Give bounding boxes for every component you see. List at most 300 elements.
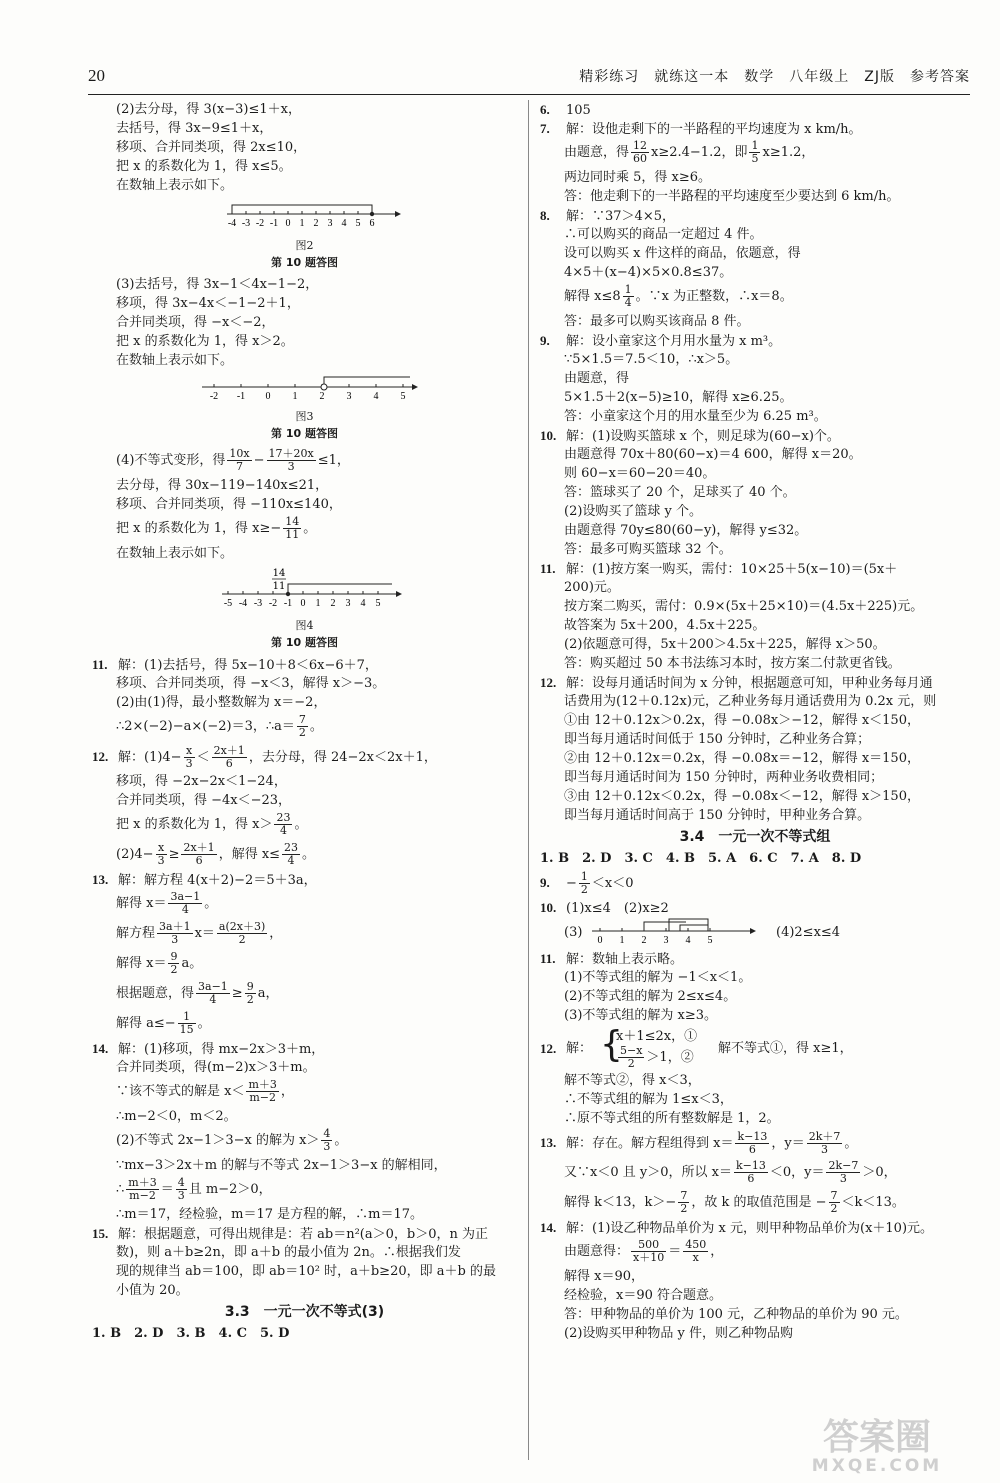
text-line: 设可以购买 x 件这样的商品，依题意，得 [564, 246, 801, 261]
text: 解：设他走剩下的一半路程的平均速度为 x km/h。 [566, 122, 862, 137]
text-line: ∴不等式组的解为 1≤x＜3， [564, 1092, 733, 1107]
fraction [579, 871, 590, 896]
text: ，y＝ [771, 1136, 805, 1151]
text-line: 答：篮球买了 20 个，足球买了 40 个。 [564, 485, 796, 500]
text: 解：∵37＞4×5， [566, 209, 675, 224]
question-12-3-4 [540, 1025, 970, 1128]
text-line: (2)设购买甲种物品 y 件，则乙种物品购 [564, 1326, 794, 1341]
text: (4)不等式变形，得 [116, 453, 226, 468]
axis-tick-label: -2 [268, 598, 278, 609]
question-number: 14. [540, 1220, 557, 1235]
number-line-2 [92, 198, 517, 232]
fraction [297, 714, 308, 739]
text-line: 答：最多可购买篮球 32 个。 [564, 542, 732, 557]
right-column [540, 100, 970, 1343]
fraction [735, 1131, 769, 1156]
text: 又∵x＜0 且 y＞0，所以 x＝ [564, 1165, 732, 1180]
text-line: 按方案二购买，需付：0.9×(5x＋25×10)＝(4.5x＋225)元。 [564, 599, 924, 614]
text: ≤1， [317, 453, 350, 468]
text-line: 移项，得 3x−4x＜−1−2＋1， [116, 296, 300, 311]
text: − [566, 876, 577, 891]
figure-caption: 第 10 题答图 [271, 636, 338, 649]
text-line: 4×5＋(x−4)×5×0.8≤37。 [564, 265, 733, 280]
fraction [156, 842, 167, 867]
text: ， [280, 1084, 294, 1099]
numerator: 1 [178, 1011, 196, 1024]
question-7 [540, 119, 970, 206]
question-11-3-4 [540, 949, 970, 1025]
fraction [321, 1128, 332, 1153]
brace-icon: { [600, 1024, 623, 1065]
denominator: 2 [170, 963, 178, 976]
text-line: 则 60−x＝60−20＝40。 [564, 466, 716, 481]
text-line: (2)去分母，得 3(x−3)≤1＋x， [116, 102, 301, 117]
question-11 [540, 559, 970, 673]
question-8 [540, 206, 970, 331]
text-line [540, 917, 970, 949]
text-line: 移项、合并同类项，得 2x≤10， [116, 140, 307, 155]
fraction [274, 812, 292, 837]
denominator: 3 [287, 460, 295, 473]
denominator: 4 [287, 854, 295, 867]
axis-tick-label: 4 [341, 218, 347, 229]
text: ＜k＜13。 [841, 1195, 905, 1210]
text-line: (2)不等式组的解为 2≤x≤4。 [564, 989, 737, 1004]
denominator: 4 [209, 993, 217, 1006]
fraction [181, 842, 216, 867]
watermark-url: MXQE.COM [811, 1456, 943, 1476]
text-line: 去括号，得 3x−9≤1＋x， [116, 121, 273, 136]
text: a， [257, 986, 279, 1001]
denominator: 2 [580, 883, 588, 896]
question-number: 7. [540, 121, 550, 136]
text: ＜0，y＝ [769, 1165, 825, 1180]
fraction [126, 1177, 158, 1202]
page-header [88, 62, 970, 96]
number-line-3 [92, 373, 517, 403]
text-line [92, 840, 517, 870]
text: 。 [309, 719, 323, 734]
text-line: 答：甲种物品的单价为 100 元，乙种物品的单价为 90 元。 [564, 1307, 908, 1322]
denominator: 4 [279, 824, 287, 837]
text: 解方程 [116, 926, 156, 941]
section-title-3-4: 3.4 一元一次不等式组 [679, 829, 831, 845]
numerator: 500 [631, 1239, 666, 1252]
text: a。 [181, 956, 203, 971]
text-line: 经检验，x＝90 符合题意。 [564, 1288, 723, 1303]
fraction [157, 921, 193, 946]
axis-tick-label: 5 [375, 598, 381, 609]
numerator: 450 [685, 1238, 707, 1251]
fraction [283, 516, 301, 541]
question-14 [92, 1039, 517, 1224]
denominator: 3 [323, 1140, 331, 1153]
question-13 [92, 870, 517, 1039]
numerator: 10x [229, 447, 250, 460]
axis-tick-label: -3 [253, 598, 263, 609]
numerator: 7 [830, 1189, 838, 1202]
fraction [196, 981, 230, 1006]
question-number: 12. [540, 675, 557, 690]
fraction [168, 891, 202, 916]
text: 解：设每月通话时间为 x 分钟，根据题意可知，甲种业务每月通 [566, 676, 933, 691]
numerator: x [156, 842, 167, 855]
text: 把 x 的系数化为 1，得 x≥− [116, 521, 282, 536]
axis-tick-label: -2 [255, 218, 265, 229]
text: 解得 x≤8 [564, 289, 621, 304]
fraction [227, 448, 251, 473]
fraction [245, 981, 256, 1006]
watermark-logo [782, 1409, 972, 1477]
watermark-text: 答案圈 [822, 1417, 932, 1458]
number-line-figure-2 [92, 198, 517, 272]
question-number: 13. [92, 872, 109, 887]
text-line: 即当每月通话时间高于 150 分钟时，甲种业务合算。 [564, 808, 871, 823]
text: x≥1.2， [762, 145, 815, 160]
text-line: 答：小童家这个月的用水量至少为 6.25 m³。 [564, 409, 827, 424]
numerator: 7 [680, 1189, 688, 1202]
system-line [540, 1025, 970, 1071]
text: (4)2≤x≤4 [776, 925, 841, 940]
numerator: k−13 [735, 1159, 766, 1172]
text-line: 即当每月通话时间低于 150 分钟时，乙种业务合算； [564, 732, 871, 747]
question-9 [540, 331, 970, 426]
numerator: 7 [298, 713, 306, 726]
text-line [92, 1077, 517, 1107]
text-line: 把 x 的系数化为 1，得 x≤5。 [116, 159, 292, 174]
axis-tick-label: -2 [209, 391, 219, 402]
text: ＜x＜0 [591, 876, 634, 891]
text-line [540, 1237, 970, 1267]
fraction [631, 1239, 666, 1264]
denominator: 2 [246, 993, 254, 1006]
text-line: 故答案为 5x＋200，4.5x＋225。 [564, 618, 766, 633]
axis-tick-label: 1 [315, 598, 321, 609]
denominator: 6 [195, 854, 203, 867]
text: 。 [294, 817, 308, 832]
question-number: 11. [92, 657, 108, 672]
text: ＝ [668, 1244, 682, 1259]
text-line: 移项、合并同类项，得 −110x≤140， [116, 497, 342, 512]
fraction [618, 1045, 644, 1070]
text: − [253, 453, 265, 468]
text-line [92, 889, 517, 919]
denominator: m−2 [129, 1189, 156, 1202]
question-number: 12. [540, 1041, 557, 1056]
axis-tick-label: 1 [292, 391, 298, 402]
figure-label: 图4 [295, 619, 314, 632]
text: ， [269, 926, 283, 941]
denominator: 4 [624, 296, 632, 309]
axis-tick-label: -3 [241, 218, 251, 229]
text-line: 现的规律当 ab＝100，即 ab＝10² 时，a＋b≥20，即 a＋b 的最 [116, 1264, 496, 1279]
axis-tick-label: 2 [313, 218, 319, 229]
text-line: 解不等式②，得 x＜3， [564, 1073, 701, 1088]
axis-tick-label: -4 [238, 598, 248, 609]
fraction [807, 1131, 843, 1156]
text: 把 x 的系数化为 1，得 x＞ [116, 817, 273, 832]
axis-tick-label: 0 [285, 218, 291, 229]
question-number: 14. [92, 1041, 109, 1056]
number-line-4 [92, 566, 517, 612]
text-line: ∴m−2＜0，m＜2。 [116, 1109, 237, 1124]
text: 解得 x＝ [116, 896, 167, 911]
text: 。 [197, 1016, 211, 1031]
text-line [540, 282, 970, 312]
denominator: 2 [627, 1057, 635, 1070]
question-number: 13. [540, 1135, 557, 1150]
text-line: 把 x 的系数化为 1，得 x＞2。 [116, 334, 294, 349]
text-line: 话费用为(12＋0.12x)元，乙种业务每月通话费用为 0.2x 元，则 [564, 694, 937, 709]
text: 105 [566, 103, 591, 118]
text: ∴ [116, 1182, 125, 1197]
question-6 [540, 100, 970, 119]
numerator: 2k＋7 [808, 1130, 841, 1143]
text-line: 答：他走剩下的一半路程的平均速度至少要达到 6 km/h。 [564, 189, 900, 204]
fraction [683, 1239, 708, 1264]
denominator: 4 [181, 903, 189, 916]
text-line [92, 810, 517, 840]
numerator: m＋3 [128, 1176, 157, 1189]
text-line [92, 1009, 517, 1039]
text-line [116, 514, 517, 544]
text-line [540, 1158, 970, 1188]
text-line: (2)由(1)得，最小整数解为 x＝−2， [116, 695, 327, 710]
section-title-3-3: 3.3 一元一次不等式(3) [224, 1304, 385, 1320]
fraction [623, 284, 634, 309]
numerator: 1 [624, 283, 632, 296]
page-number: 20 [88, 66, 105, 85]
text-line: 5×1.5＋2(x−5)≥10，解得 x≥6.25。 [564, 390, 793, 405]
text: 解：根据题意，可得出规律是：若 ab＝n²(a＞0，b＞0，n 为正 [118, 1227, 488, 1242]
denominator: 3 [177, 1189, 185, 1202]
header-rule [88, 94, 970, 95]
text: 解：存在。解方程组得到 x＝ [566, 1136, 734, 1151]
question-number: 9. [540, 333, 550, 348]
fraction [734, 1160, 768, 1185]
fraction [678, 1190, 689, 1215]
text: 解：设小童家这个月用水量为 x m³。 [566, 334, 782, 349]
text: ， [710, 1244, 724, 1259]
numerator: 23 [284, 841, 299, 854]
text-line: 答：最多可以购买该商品 8 件。 [564, 314, 750, 329]
text-line [92, 712, 517, 742]
axis-tick-label: 3 [327, 218, 333, 229]
axis-tick-label: 0 [265, 391, 271, 402]
question-12 [92, 742, 517, 870]
axis-tick-label: -4 [227, 218, 237, 229]
q10-part2 [92, 100, 517, 195]
text: x＝ [194, 926, 215, 941]
denominator: 2 [298, 726, 306, 739]
fraction [176, 1177, 187, 1202]
figure-caption: 第 10 题答图 [271, 427, 338, 440]
text-line: 即当每月通话时间为 150 分钟时，两种业务收费相同； [564, 770, 884, 785]
running-title: 精彩练习 就练这一本 数学 八年级上 ZJ版 参考答案 [579, 69, 970, 85]
numerator: 5−x [620, 1044, 643, 1057]
axis-tick-label: 2 [641, 935, 647, 946]
text-line [92, 919, 517, 949]
text: 解不等式①，得 x≥1， [718, 1041, 853, 1056]
text-line: ∴可以购买的商品一定超过 4 件。 [564, 227, 763, 242]
numerator: 2k−7 [828, 1159, 859, 1172]
axis-tick-label: 2 [319, 391, 325, 402]
denominator: 3 [821, 1143, 829, 1156]
axis-tick-label: 6 [369, 218, 375, 229]
text-line: (2)设购买了篮球 y 个。 [564, 504, 703, 519]
fraction [184, 745, 195, 770]
denominator: 11 [285, 528, 300, 541]
text: 解：(1)设乙种物品单价为 x 元，则甲种物品单价为(x＋10)元。 [566, 1221, 934, 1236]
question-number: 8. [540, 208, 550, 223]
text-line: 由题意得 70x＋80(60−x)＝4 600，解得 x＝20。 [564, 447, 862, 462]
text-line: ∴m＝17，经检验，m＝17 是方程的解，∴m＝17。 [116, 1207, 424, 1222]
text: (3) [564, 925, 583, 940]
denominator: 2 [680, 1202, 688, 1215]
number-line-figure-4 [92, 566, 517, 652]
figure-label: 图2 [295, 239, 314, 252]
text: x≥2.4−1.2，即 [651, 145, 748, 160]
question-10-3-4 [540, 898, 970, 949]
fraction [826, 1160, 860, 1185]
numerator: 9 [246, 980, 254, 993]
text-line: 在数轴上表示如下。 [116, 546, 234, 561]
numerator: 9 [170, 950, 178, 963]
text: 解：数轴上表示略。 [566, 952, 684, 967]
text-line: (3)去括号，得 3x−1＜4x−1−2， [116, 277, 319, 292]
text-line: 合并同类项，得 −4x＜−23， [116, 793, 292, 808]
numerator: 3a−1 [170, 890, 201, 903]
question-15 [92, 1224, 517, 1300]
numerator: 1 [751, 139, 759, 152]
axis-tick-label: 5 [400, 391, 406, 402]
mark-numerator: 14 [272, 568, 286, 579]
text: 由题意得： [564, 1244, 630, 1259]
question-13-3-4 [540, 1128, 970, 1218]
answer-key-3-4: 1. B 2. D 3. C 4. B 5. A 6. C 7. A 8. D [540, 851, 862, 866]
numerator: 14 [285, 515, 300, 528]
text-line [92, 1126, 517, 1156]
axis-tick-label: 0 [300, 598, 306, 609]
denominator: x [692, 1251, 699, 1264]
text: ，去分母，得 24−2x＜2x＋1， [248, 750, 437, 765]
q10-part3 [92, 275, 517, 370]
text: 解：(1)去括号，得 5x−10＋8＜6x−6＋7， [118, 658, 378, 673]
axis-tick-label: 5 [355, 218, 361, 229]
text: ＜ [196, 750, 210, 765]
text: ，故 k 的取值范围是 − [691, 1195, 827, 1210]
fraction [829, 1190, 840, 1215]
axis-tick-label: 5 [707, 935, 713, 946]
text: ，解得 x≤ [218, 847, 281, 862]
denominator: 2 [238, 933, 246, 946]
denominator: 6 [748, 1143, 756, 1156]
question-number: 10. [540, 428, 557, 443]
inequality-2: ＞1，② [646, 1050, 694, 1065]
text: 。 [844, 1136, 858, 1151]
axis-tick-label: 4 [373, 391, 379, 402]
text-line: ∵mx−3＞2x＋m 的解与不等式 2x−1＞3−x 的解相同， [116, 1158, 447, 1173]
text-line: 移项、合并同类项，得 −x＜3，解得 x＞−3。 [116, 676, 386, 691]
question-number: 9. [540, 875, 550, 890]
figure-caption: 第 10 题答图 [271, 256, 338, 269]
denominator: 7 [236, 460, 244, 473]
text-line: (3)不等式组的解为 x≥3。 [564, 1008, 718, 1023]
fraction [267, 448, 316, 473]
text: 解得 x＝ [116, 956, 167, 971]
numerator: m＋3 [248, 1078, 277, 1091]
numerator: 2x＋1 [183, 841, 215, 854]
numerator: 3a＋1 [159, 920, 191, 933]
text-line [540, 138, 970, 168]
text: (2)4− [116, 847, 154, 862]
denominator: x＋10 [633, 1251, 665, 1264]
text-line: 在数轴上表示如下。 [116, 178, 234, 193]
question-11 [92, 655, 517, 742]
text-line: ①由 12＋0.12x＞0.2x，得 −0.08x＞−12，解得 x＜150， [564, 713, 920, 728]
text: 由题意，得 [564, 145, 630, 160]
axis-tick-label: 3 [663, 935, 669, 946]
text-line [92, 949, 517, 979]
question-number: 15. [92, 1226, 109, 1241]
numerator: 2x＋1 [213, 744, 245, 757]
text-line: 合并同类项，得(m−2)x＞3＋m。 [116, 1060, 316, 1075]
text-line: 合并同类项，得 −x＜−2， [116, 315, 275, 330]
text-line: 移项，得 −2x−2x＜1−24， [116, 774, 287, 789]
text-line [540, 1188, 970, 1218]
denominator: m−2 [249, 1091, 277, 1104]
text-line: ②由 12＋0.12x＝0.2x，得 −0.08x＝−12，解得 x＝150， [564, 751, 920, 766]
axis-tick-label: 3 [345, 598, 351, 609]
text-line: 200)元。 [564, 580, 620, 595]
denominator: 6 [225, 757, 233, 770]
q10-part4 [92, 446, 517, 563]
fraction [217, 921, 267, 946]
axis-tick-label: -1 [236, 391, 246, 402]
text: 。 [334, 1133, 348, 1148]
denominator: 2 [830, 1202, 838, 1215]
axis-tick-label: 1 [299, 218, 305, 229]
axis-tick-label: 3 [346, 391, 352, 402]
column-divider [528, 100, 529, 1460]
denominator: 6 [747, 1172, 755, 1185]
text: (1)x≤4 (2)x≥2 [566, 901, 669, 916]
text: 解： [566, 1041, 593, 1056]
answer-key-3-3: 1. B 2. D 3. B 4. C 5. D [92, 1326, 290, 1341]
fraction [178, 1011, 196, 1036]
number-line-figure-3 [92, 373, 517, 443]
text-line: (1)不等式组的解为 −1＜x＜1。 [564, 970, 752, 985]
fraction [212, 745, 247, 770]
denominator: 3 [171, 933, 179, 946]
text-line: 答：购买超过 50 本书法练习本时，按方案二付款更省钱。 [564, 656, 901, 671]
numerator: x [184, 745, 195, 758]
fraction [282, 842, 300, 867]
text: 解：(1)4− [118, 750, 182, 765]
denominator: 15 [179, 1023, 194, 1036]
text-line: 去分母，得 30x−119−140x≤21， [116, 478, 329, 493]
number-line-q10-3 [590, 917, 760, 949]
question-number: 10. [540, 900, 557, 915]
axis-tick-label: -1 [283, 598, 293, 609]
numerator: 12 [633, 139, 648, 152]
numerator: 3a−1 [198, 980, 228, 993]
question-9-3-4 [540, 868, 970, 898]
figure-label: 图3 [295, 410, 314, 423]
denominator: 60 [633, 152, 648, 165]
text-line: 在数轴上表示如下。 [116, 353, 234, 368]
numerator: 23 [276, 811, 291, 824]
